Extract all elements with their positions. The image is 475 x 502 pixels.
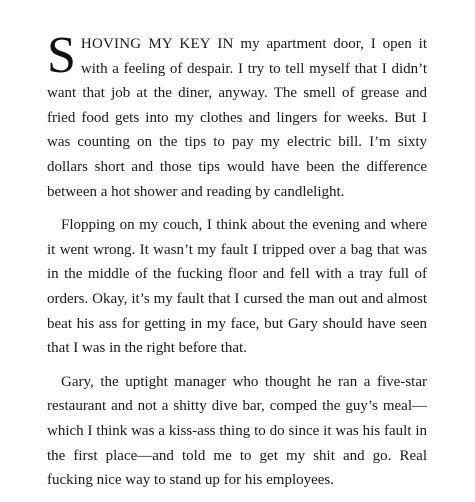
- book-page: [47, 27, 427, 502]
- paragraph-1-text: my apartment door, I open it with a feeling of despair. I try to tell myself that I didn’t want that job at the diner, anyway. The smell of grease and fried food gets into my clothes and lingers for weeks. But I was counting on the tips to pay my electric bill. I’m sixty dollars short and those tips would have been the difference between a hot shower and reading by candlelight.: [47, 36, 427, 200]
- paragraph-2: Flopping on my couch, I think about the evening and where it went wrong. It wasn’t my fault I tripped over a bag that was in the middle of the fucking floor and fell with a tray full of orders. Okay, it’s my fault that I cursed the man out and almost beat his ass for getting in my face, but Gary should have seen that I was in the right before that.: [47, 217, 427, 357]
- chapter-opening-caps: HOVING MY KEY IN: [80, 36, 234, 52]
- paragraph-1: [47, 27, 427, 204]
- paragraph-3: Gary, the uptight manager who thought he ran a five-star restaurant and not a shitty dive bar, comped the guy’s meal—which I think was a kiss-ass thing to do since it was his fault in the first place—and told me to get my shit and go. Real fucking nice way to stand up for his employees.: [47, 373, 427, 489]
- drop-cap: S: [47, 27, 76, 84]
